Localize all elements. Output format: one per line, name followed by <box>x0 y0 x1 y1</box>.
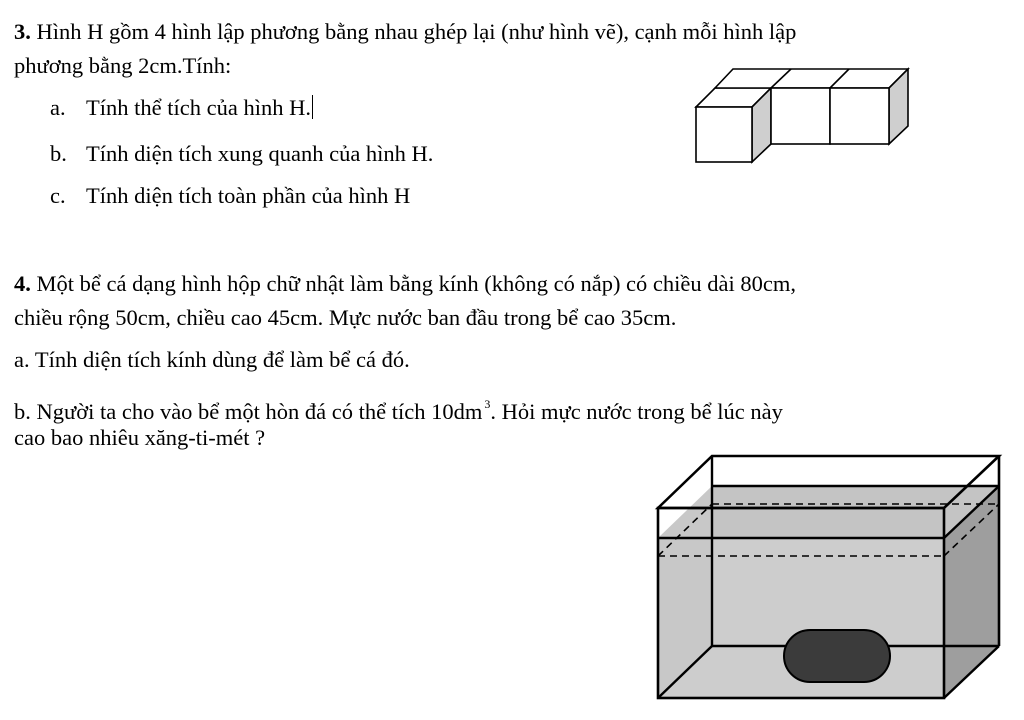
aquarium-figure <box>640 448 1020 708</box>
problem3-item-c-text: Tính diện tích toàn phần của hình H <box>86 183 411 208</box>
problem3-item-a-label: a. <box>50 95 66 120</box>
problem3-number: 3. <box>14 19 31 44</box>
cube-right-front <box>830 88 889 144</box>
problem3-item-b-label: b. <box>50 141 67 166</box>
problem4-line1 <box>14 270 796 298</box>
problem4-item-b-part1: b. Người ta cho vào bể một hòn đá có thể tích 10dm <box>14 399 483 424</box>
problem4-item-b <box>14 390 783 426</box>
problem4-item-b-line2: cao bao nhiêu xăng-ti-mét ? <box>14 425 266 450</box>
problem4-number: 4. <box>14 271 31 296</box>
problem3-text-line2: phương bằng 2cm.Tính: <box>14 53 232 78</box>
problem3-item-c <box>50 182 410 210</box>
cube-front <box>696 107 752 162</box>
cubes-figure <box>688 62 918 172</box>
text-cursor <box>312 95 314 119</box>
problem4-item-b-part2: . Hỏi mực nước trong bể lúc này <box>490 399 783 424</box>
problem3-item-a[interactable] <box>50 94 313 122</box>
problem3-text-line1: Hình H gồm 4 hình lập phương bằng nhau ghép lại (như hình vẽ), cạnh mỗi hình lập <box>30 19 797 44</box>
problem4-text-line2: chiều rộng 50cm, chiều cao 45cm. Mực nước ban đầu trong bể cao 35cm. <box>14 305 677 330</box>
stone <box>784 630 890 682</box>
problem3-item-a-text: Tính thể tích của hình H. <box>86 95 311 120</box>
cube-middle-front <box>771 88 830 144</box>
problem3-item-c-label: c. <box>50 183 66 208</box>
problem3-item-b <box>50 140 433 168</box>
problem4-item-b-exponent: 3 <box>484 397 491 411</box>
problem3-item-b-text: Tính diện tích xung quanh của hình H. <box>86 141 434 166</box>
cubes-row-top <box>715 69 908 88</box>
problem4-item-a: a. Tính diện tích kính dùng để làm bể cá đó. <box>14 347 410 372</box>
problem3-line1 <box>14 18 796 46</box>
problem4-text-line1: Một bể cá dạng hình hộp chữ nhật làm bằng kính (không có nắp) có chiều dài 80cm, <box>30 271 796 296</box>
